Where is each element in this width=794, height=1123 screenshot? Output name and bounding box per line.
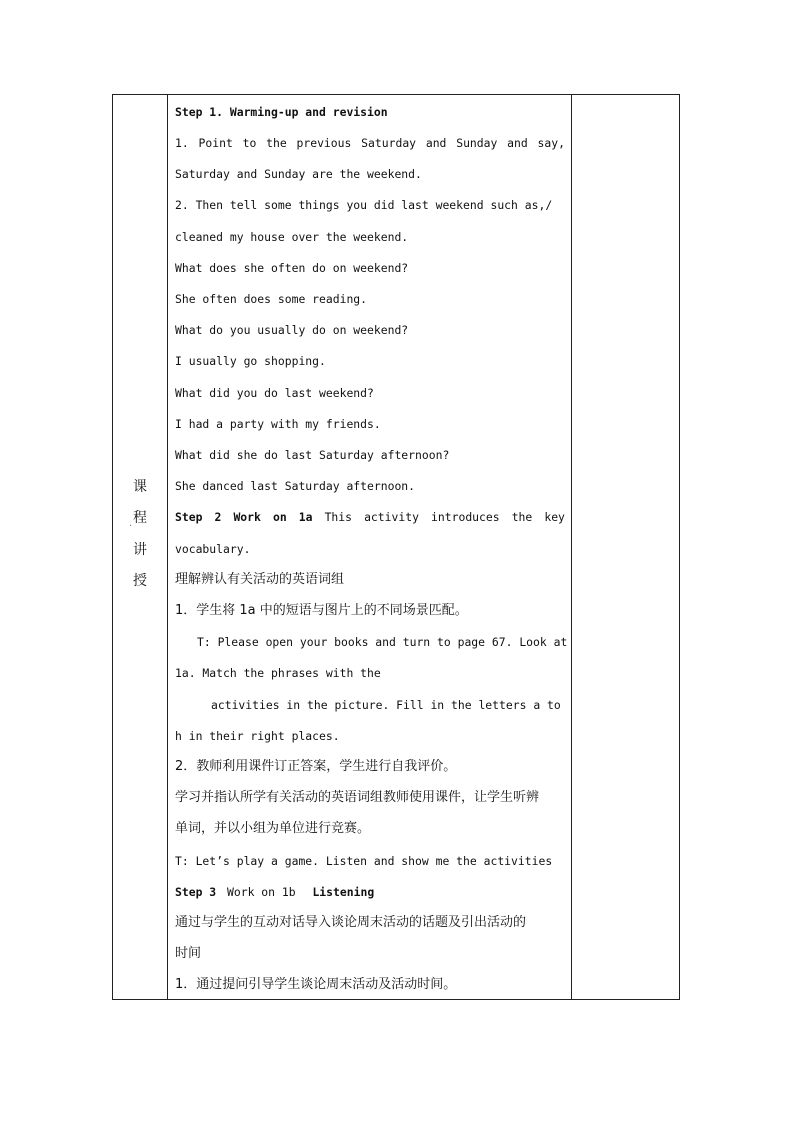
step3-chinese-1: 通过与学生的互动对话导入谈论周末活动的话题及引出活动的: [175, 915, 527, 930]
step3-chinese-2: 时间: [175, 946, 202, 961]
step2-chinese-5: 单词，并以小组为单位进行竞赛。: [175, 821, 371, 836]
dialog-question: What did you do last weekend?: [175, 386, 374, 400]
step2-line-2: vocabulary.: [175, 542, 251, 556]
section-label-char: 课: [133, 479, 147, 495]
dialog-question: What does she often do on weekend?: [175, 261, 409, 275]
column-divider-right: [571, 95, 572, 999]
step1-line-3: 2. Then tell some things you did last weekend such as,/: [175, 198, 553, 212]
step2-teacher-4: h in their right places.: [175, 729, 340, 743]
step1-line-1: 1. Point to the previous Saturday and Sunday and say,: [175, 136, 565, 150]
step1-line-4: cleaned my house over the weekend.: [175, 230, 409, 244]
section-label-char: 讲: [133, 542, 147, 558]
step2-chinese-4: 学习并指认所学有关活动的英语词组教师使用课件，让学生听辨: [175, 790, 540, 805]
step3-chinese-3: 1．通过提问引导学生谈论周末活动及活动时间。: [175, 977, 457, 992]
section-label-char: 程: [133, 510, 147, 526]
step2-chinese-1: 理解辨认有关活动的英语词组: [175, 572, 345, 587]
step3-title: Step 3 Work on 1b Listening: [175, 885, 375, 899]
lesson-table: [112, 94, 680, 1000]
dialog-answer: She danced last Saturday afternoon.: [175, 479, 416, 493]
step2-teacher-3: activities in the picture. Fill in the letters a to: [211, 698, 561, 712]
step1-line-2: Saturday and Sunday are the weekend.: [175, 167, 422, 181]
step2-teacher-5: T: Let’s play a game. Listen and show me the activities: [175, 854, 553, 868]
column-divider-left: [167, 95, 168, 999]
dialog-answer: She often does some reading.: [175, 292, 368, 306]
dialog-answer: I had a party with my friends.: [175, 417, 381, 431]
dialog-question: What do you usually do on weekend?: [175, 323, 409, 337]
section-label-char: 授: [133, 573, 147, 589]
dialog-answer: I usually go shopping.: [175, 354, 326, 368]
step2-chinese-2: 1．学生将 1a 中的短语与图片上的不同场景匹配。: [175, 603, 468, 618]
step2-teacher-2: 1a. Match the phrases with the: [175, 666, 381, 680]
step2-chinese-3: 2．教师利用课件订正答案，学生进行自我评价。: [175, 759, 457, 774]
bullet-dot: .: [129, 518, 133, 529]
step1-title: Step 1. Warming-up and revision: [175, 105, 388, 119]
section-label: [113, 95, 167, 999]
dialog-question: What did she do last Saturday afternoon?: [175, 448, 450, 462]
step2-teacher-1: T: Please open your books and turn to page 67. Look at: [197, 635, 568, 649]
step2-title-line: Step 2 Work on 1a This activity introduces the key: [175, 510, 565, 524]
